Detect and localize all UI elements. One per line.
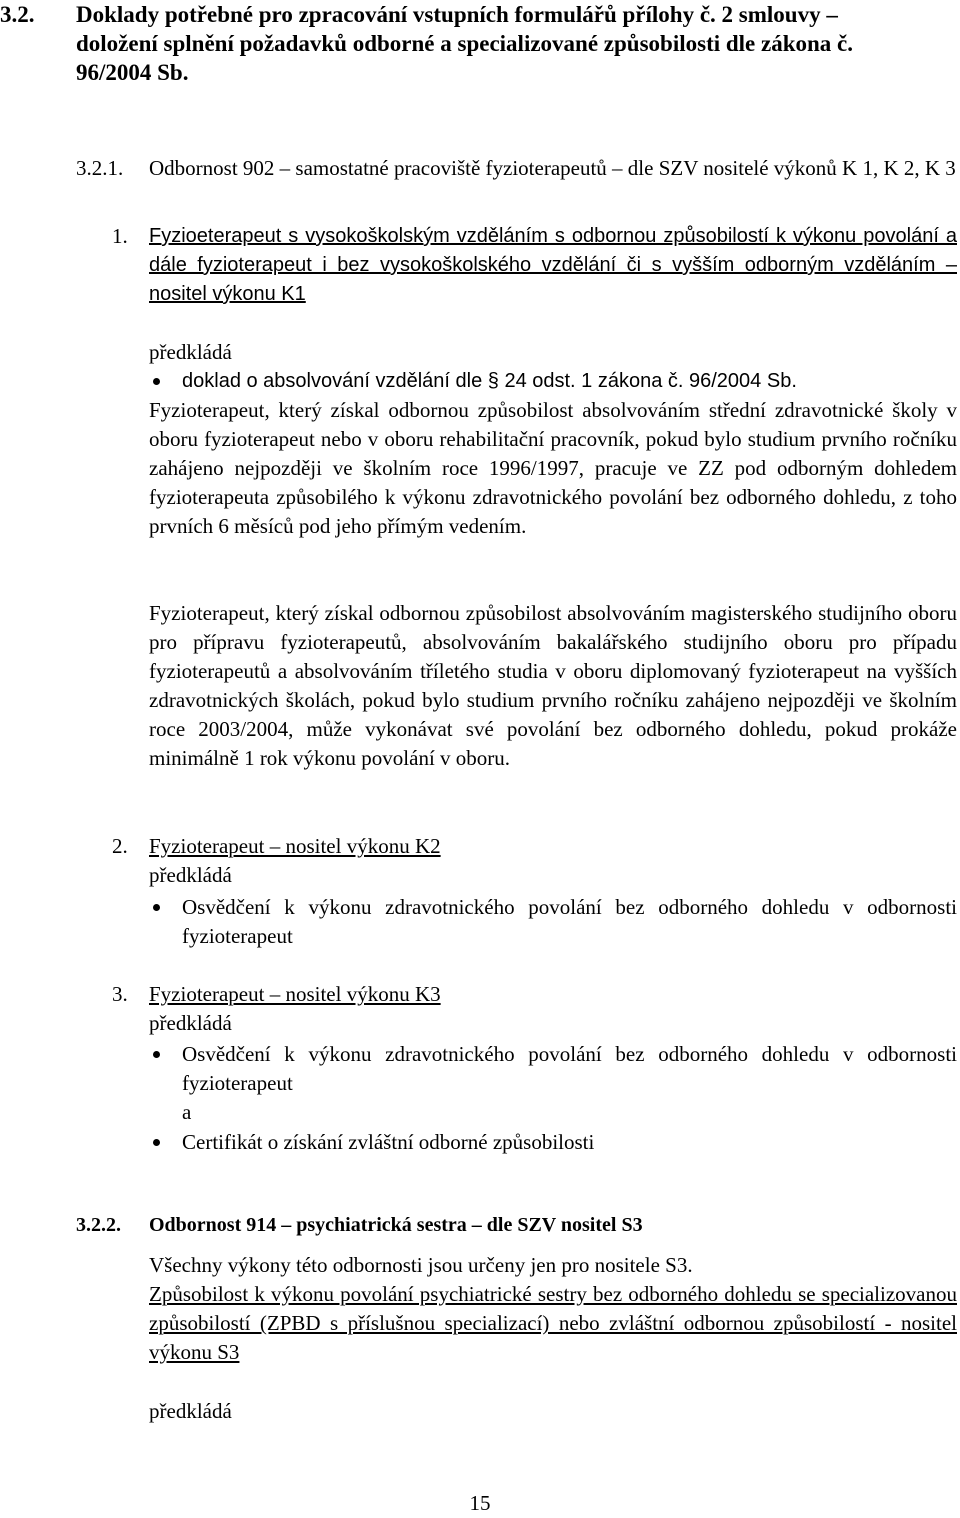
paragraph: Fyzioterapeut, který získal odbornou způsobilost absolvováním magisterského studijního oboru pro přípravu fyzioterapeutů, absolvováním bakalářského studijního oboru pro případu fyzioterapeutů a absolvováním tříletého studia v oboru diplomovaný fyzioterapeut na vyšších zdravotnických školách, pokud bylo studium prvního ročníku zahájeno nejpozději ve školním roce 2003/2004, může vykonávat své povolání bez odborného dohledu, pokud prokáže minimálně 1 rok výkonu povolání v oboru. <box>149 601 957 770</box>
section-title: Doklady potřebné pro zpracování vstupních formulářů přílohy č. 2 smlouvy – doložení splnění požadavků odborné a specializované způsobilosti dle zákona č. 96/2004 Sb. <box>76 2 854 85</box>
note: Všechny výkony této odbornosti jsou určeny jen pro nositele S3. <box>149 1253 693 1277</box>
item-heading: Fyzioterapeut – nositel výkonu K2 <box>149 834 441 858</box>
bullet-icon <box>153 1051 160 1058</box>
bullet-icon <box>153 904 160 911</box>
item-number: 1. <box>112 224 128 248</box>
submits-label: předkládá <box>149 1399 232 1423</box>
list-item: doklad o absolvování vzdělání dle § 24 odst. 1 zákona č. 96/2004 Sb. <box>182 370 797 392</box>
section-number: 3.2. <box>0 2 35 27</box>
list-item: Osvědčení k výkonu zdravotnického povolání bez odborného dohledu v odbornosti fyzioterapeut <box>182 1042 957 1095</box>
bullet-icon <box>153 1139 160 1146</box>
paragraph: Fyzioterapeut, který získal odbornou způsobilost absolvováním střední zdravotnické školy v oboru fyzioterapeut nebo v oboru rehabilitační pracovník, pokud bylo studium prvního ročníku zahájeno nejpozději ve školním roce 1996/1997, pracuje ve ZZ pod odborným dohledem fyzioterapeuta způsobilého k výkonu zdravotnického povolání bez odborného dohledu, z toho prvních 6 měsíců pod jeho přímým vedením. <box>149 398 957 538</box>
bullet-icon <box>153 378 160 385</box>
subsection-title: Odbornost 914 – psychiatrická sestra – dle SZV nositel S3 <box>149 1214 643 1236</box>
subsection-title: Odbornost 902 – samostatné pracoviště fyzioterapeutů – dle SZV nositelé výkonů K 1, K 2, K 3 <box>149 156 956 180</box>
list-item: Certifikát o získání zvláštní odborné způsobilosti <box>182 1130 595 1154</box>
conjunction: a <box>182 1100 192 1124</box>
subsection-number: 3.2.1. <box>76 156 124 180</box>
item-heading: Fyzioterapeut – nositel výkonu K3 <box>149 982 441 1006</box>
subsection-number: 3.2.2. <box>76 1214 121 1236</box>
item-number: 3. <box>112 982 128 1006</box>
submits-label: předkládá <box>149 863 232 887</box>
item-heading: Fyzioeterapeut s vysokoškolským vzděláním s odbornou způsobilostí k výkonu povolání a dále fyzioterapeut i bez vysokoškolského vzdělání či s vyšším odborným vzděláním – nositel výkonu K1 <box>149 225 957 305</box>
item-number: 2. <box>112 834 128 858</box>
requirement: Způsobilost k výkonu povolání psychiatrické sestry bez odborného dohledu se specializovanou způsobilostí (ZPBD s příslušnou specializací) nebo zvláštní odbornou způsobilostí - nositel výkonu S3 <box>149 1282 957 1364</box>
submits-label: předkládá <box>149 1011 232 1035</box>
page-number: 15 <box>469 1491 491 1515</box>
list-item: Osvědčení k výkonu zdravotnického povolání bez odborného dohledu v odbornosti fyzioterapeut <box>182 895 957 948</box>
submits-label: předkládá <box>149 340 232 364</box>
